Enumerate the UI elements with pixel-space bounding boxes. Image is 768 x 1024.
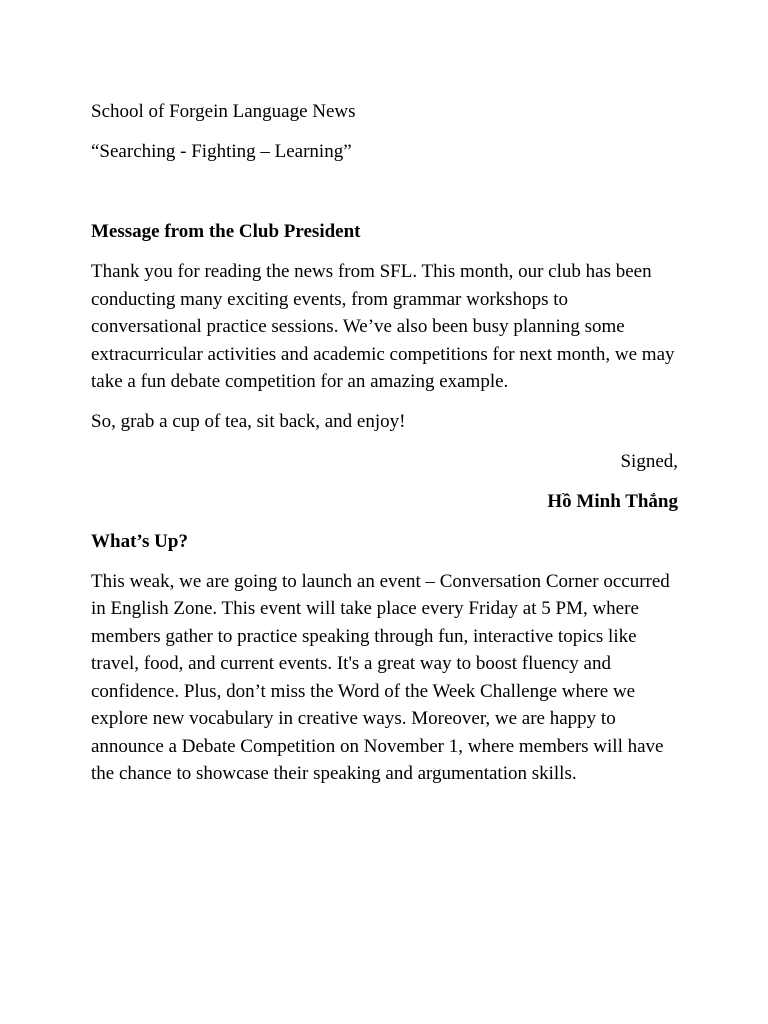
whats-up-heading: What’s Up? (91, 530, 188, 552)
newsletter-title: School of Forgein Language News (91, 101, 356, 122)
document-page (91, 100, 678, 788)
whats-up-body: This weak, we are going to launch an event – Conversation Corner occurred in English Zone. This event will take place every Friday at 5 PM, where members gather to practice speaking through fun, interactive topics like travel, food, and current events. It's a great way to boost fluency and confidence. Plus, don’t miss the Word of the Week Challenge where we explore new vocabulary in creative ways. Moreover, we are happy to announce a Debate Competition on November 1, where members will have the chance to showcase their speaking and argumentation skills. (91, 570, 670, 784)
signoff-text: Signed, (620, 450, 678, 472)
signature-name: Hồ Minh Thắng (547, 490, 678, 512)
president-message-closing: So, grab a cup of tea, sit back, and enjoy! (91, 410, 406, 432)
newsletter-motto: “Searching - Fighting – Learning” (91, 141, 352, 162)
president-message-body: Thank you for reading the news from SFL. This month, our club has been conducting many exciting events, from grammar workshops to conversational practice sessions. We’ve also been busy planning some extracurricular activities and academic competitions for next month, we may take a fun debate competition for an amazing example. (91, 261, 675, 392)
president-message-heading: Message from the Club President (91, 221, 361, 242)
